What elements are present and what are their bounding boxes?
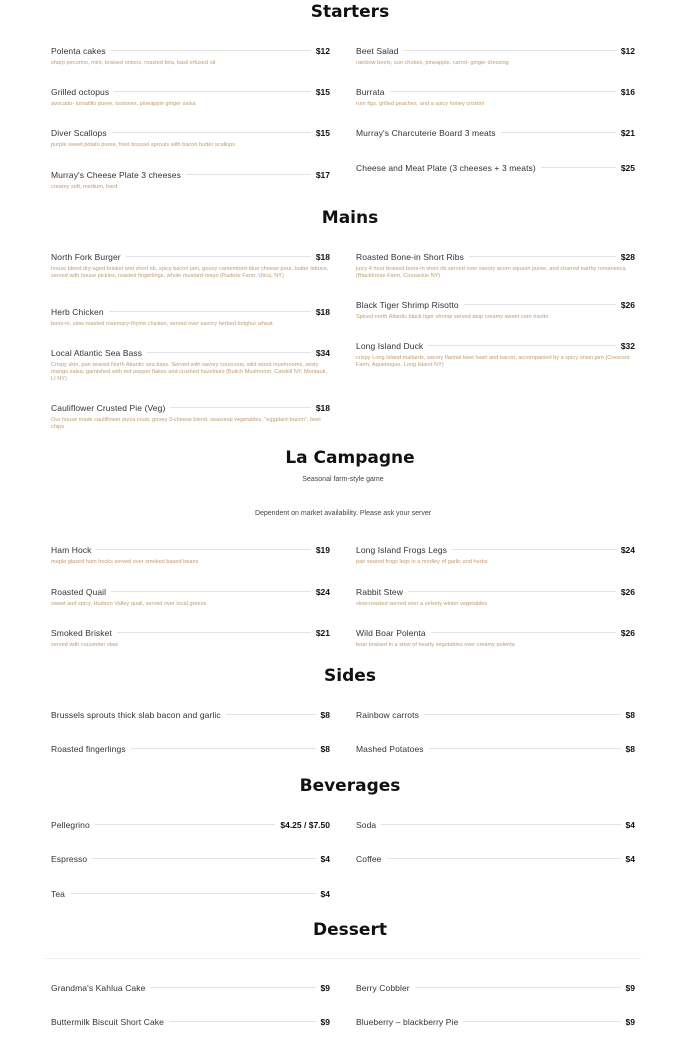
item-price: $9 [625,983,635,993]
leader-line [111,591,311,592]
item-name: Berry Cobbler [356,983,410,993]
menu-item [356,854,635,866]
item-description: served with cucumber slaw [51,642,119,648]
item-price: $24 [315,587,330,597]
item-name: Long Island Duck [356,341,424,351]
item-name: Wild Boar Polenta [356,628,426,638]
item-description: rainbow beets, sun chokes, pineapple, carrot- ginger dressing [356,60,509,66]
item-price: $8 [320,744,330,754]
leader-line [404,50,616,51]
item-name: Rabbit Stew [356,587,403,597]
item-price: $12 [315,46,330,56]
item-price: $28 [620,252,635,262]
menu-item [51,628,330,649]
menu-item [51,87,330,108]
item-price: $26 [620,587,635,597]
section-title-starters: Starters [310,2,390,22]
item-description: sweet and spicy, Hudson Valley quail, served over local greens [51,601,207,607]
leader-line [131,748,316,749]
leader-line [114,91,311,92]
item-description: creamy soft, medium, hard [51,184,118,190]
item-description: sharp pecorino, mint, braised onions, roasted feta, basil infused oil [51,60,216,66]
section-title-dessert: Dessert [313,920,387,940]
item-price: $15 [315,87,330,97]
item-price: $25 [620,163,635,173]
item-price: $4 [625,820,635,830]
item-name: Ham Hock [51,545,92,555]
menu-item [51,170,330,191]
item-price: $12 [620,46,635,56]
leader-line [126,256,311,257]
item-price: $9 [320,983,330,993]
menu-item [356,820,635,832]
item-price: $9 [320,1017,330,1027]
item-name: Tea [51,889,66,899]
item-name: Grandma's Kahlua Cake [51,983,146,993]
item-price: $4 [625,854,635,864]
menu-item [356,744,635,756]
item-name: Long Island Frogs Legs [356,545,448,555]
leader-line [150,987,315,988]
leader-line [463,1021,620,1022]
item-description: crispy Long Island mallards, savory flannel beet hash and bacon, accompanied by a spicy onion jam (Crescent Farm, Aquebogue, Long Island NY) [356,355,630,368]
menu-item [356,1017,635,1029]
leader-line [501,132,616,133]
leader-line [381,824,620,825]
item-name: Smoked Brisket [51,628,112,638]
leader-line [109,311,311,312]
item-name: Mashed Potatoes [356,744,424,754]
item-description: rum figs, grilled peaches, and a spicy honey crostini [356,101,485,107]
leader-line [415,987,621,988]
item-price: $8 [320,710,330,720]
item-price: $18 [315,307,330,317]
item-name: Blueberry – blackberry Pie [356,1017,459,1027]
item-name: Local Atlantic Sea Bass [51,348,143,358]
leader-line [226,714,316,715]
item-name: Pellegrino [51,820,90,830]
leader-line [111,50,311,51]
menu-item [51,348,330,383]
menu-item [356,341,635,369]
menu-item [356,163,635,175]
item-price: $26 [620,300,635,310]
leader-line [95,824,276,825]
item-name: Burrata [356,87,385,97]
item-description: pan seared frogs legs in a medley of garlic and herbs [356,559,488,565]
item-name: Beet Salad [356,46,399,56]
item-description: avocado- tomatillo puree, tostones, pineapple ginger salsa [51,101,196,107]
leader-line [169,1021,316,1022]
section-title-la-campagne: La Campagne [285,448,415,468]
leader-line [147,352,311,353]
menu-item [356,545,635,566]
leader-line [428,345,616,346]
item-description: purple sweet potato puree, fried brussel sprouts with bacon butter scallops [51,142,236,148]
leader-line [452,549,616,550]
item-price: $21 [315,628,330,638]
item-name: Cauliflower Crusted Pie (Veg) [51,403,166,413]
section-title-mains: Mains [321,208,379,228]
menu-item [356,628,635,649]
item-name: Roasted fingerlings [51,744,126,754]
leader-line [112,132,311,133]
item-name: Buttermilk Biscuit Short Cake [51,1017,164,1027]
item-name: Diver Scallops [51,128,107,138]
item-description: maple glazed ham hocks served over smoked based beans [51,559,199,565]
item-name: Roasted Quail [51,587,107,597]
menu-item [51,1017,330,1029]
item-description: slow-roasted served over a velvety winter vegetables [356,601,488,607]
item-name: Murray's Charcuterie Board 3 meats [356,128,496,138]
menu-item [51,820,330,832]
item-price: $17 [315,170,330,180]
leader-line [431,632,616,633]
leader-line [170,407,310,408]
availability-note: Dependent on market availability. Please ask your server [254,510,432,517]
menu-item [51,587,330,608]
item-price: $15 [315,128,330,138]
leader-line [424,714,621,715]
item-name: North Fork Burger [51,252,121,262]
menu-item [356,87,635,108]
menu-item [51,889,330,901]
item-price: $32 [620,341,635,351]
leader-line [469,256,616,257]
item-description: Spiced north Atlantic black tiger shrimp served atop creamy sweet corn risotto [356,314,549,320]
leader-line [408,591,616,592]
item-name: Polenta cakes [51,46,106,56]
leader-line [387,858,621,859]
item-name: Espresso [51,854,88,864]
item-name: Herb Chicken [51,307,104,317]
menu-item [356,46,635,67]
item-price: $34 [315,348,330,358]
menu-item [356,587,635,608]
item-description: boar braised in a stew of hearty vegetables over creamy polenta [356,642,515,648]
item-price: $8 [625,744,635,754]
item-price: $26 [620,628,635,638]
menu-item [51,403,330,431]
item-description: bone-in, slow roasted rosemary-thyme chicken, served over savory herbed bolghur wheat [51,321,273,327]
item-price: $18 [315,403,330,413]
item-price: $8 [625,710,635,720]
item-name: Roasted Bone-in Short Ribs [356,252,464,262]
menu-item [51,46,330,67]
menu-item [356,300,635,321]
menu-item [51,744,330,756]
leader-line [92,858,315,859]
menu-item [51,545,330,566]
leader-line [70,893,316,894]
item-price: $4 [320,854,330,864]
item-price: $16 [620,87,635,97]
menu-item [51,854,330,866]
leader-line [117,632,311,633]
item-name: Murray's Cheese Plate 3 cheeses [51,170,181,180]
leader-line [541,167,616,168]
menu-item [51,128,330,149]
item-price: $18 [315,252,330,262]
item-name: Rainbow carrots [356,710,419,720]
item-name: Grilled octopus [51,87,110,97]
item-price: $4 [320,889,330,899]
leader-line [186,174,311,175]
item-description: Our house made cauliflower pizza crust, gooey 3-cheese blend, seasonal vegetables, "eggplant-bacon", beet chips [51,417,321,430]
item-name: Cheese and Meat Plate (3 cheeses + 3 meats) [356,163,536,173]
item-price: $4.25 / $7.50 [280,820,330,830]
menu-item [51,983,330,995]
menu-item [51,710,330,722]
item-description: house blend dry-aged brisket and short rib, spicy bacon jam, gooey camembert-blue cheese pour, butter lettuce, served with house pickles, roasted fingerlings, whole mustard-mayo (Radicle Farm, Utica, NY) [51,266,329,279]
item-name: Soda [356,820,377,830]
leader-line [464,304,616,305]
item-name: Coffee [356,854,382,864]
leader-line [429,748,621,749]
section-subtitle: Seasonal farm-style game [302,476,384,483]
item-description: juicy 4 hour braised bone-in short rib served over savory acorn squash puree, and charred earthy romanesca (Blackhorse Farm, Coxsackie NY) [356,266,626,279]
item-description: Crispy skin, pan seared North Atlantic sea bass. Served with savory couscous, wild wood mushrooms, zesty mango salsa, garnished with red pepper flakes and crushed hazelnuts (Bulich Mushroom, Catskill NY, Montauk, LI NY) [51,362,327,382]
menu-item [356,252,635,280]
menu-item [356,710,635,722]
item-price: $9 [625,1017,635,1027]
item-price: $21 [620,128,635,138]
menu-item [51,307,330,328]
section-divider [45,958,641,959]
section-title-beverages: Beverages [299,776,401,796]
menu-item [51,252,330,280]
item-price: $24 [620,545,635,555]
item-name: Brussels sprouts thick slab bacon and garlic [51,710,221,720]
leader-line [96,549,310,550]
section-title-sides: Sides [324,666,376,686]
item-name: Black Tiger Shrimp Risotto [356,300,459,310]
menu-item [356,983,635,995]
leader-line [390,91,616,92]
item-price: $19 [315,545,330,555]
menu-item [356,128,635,140]
